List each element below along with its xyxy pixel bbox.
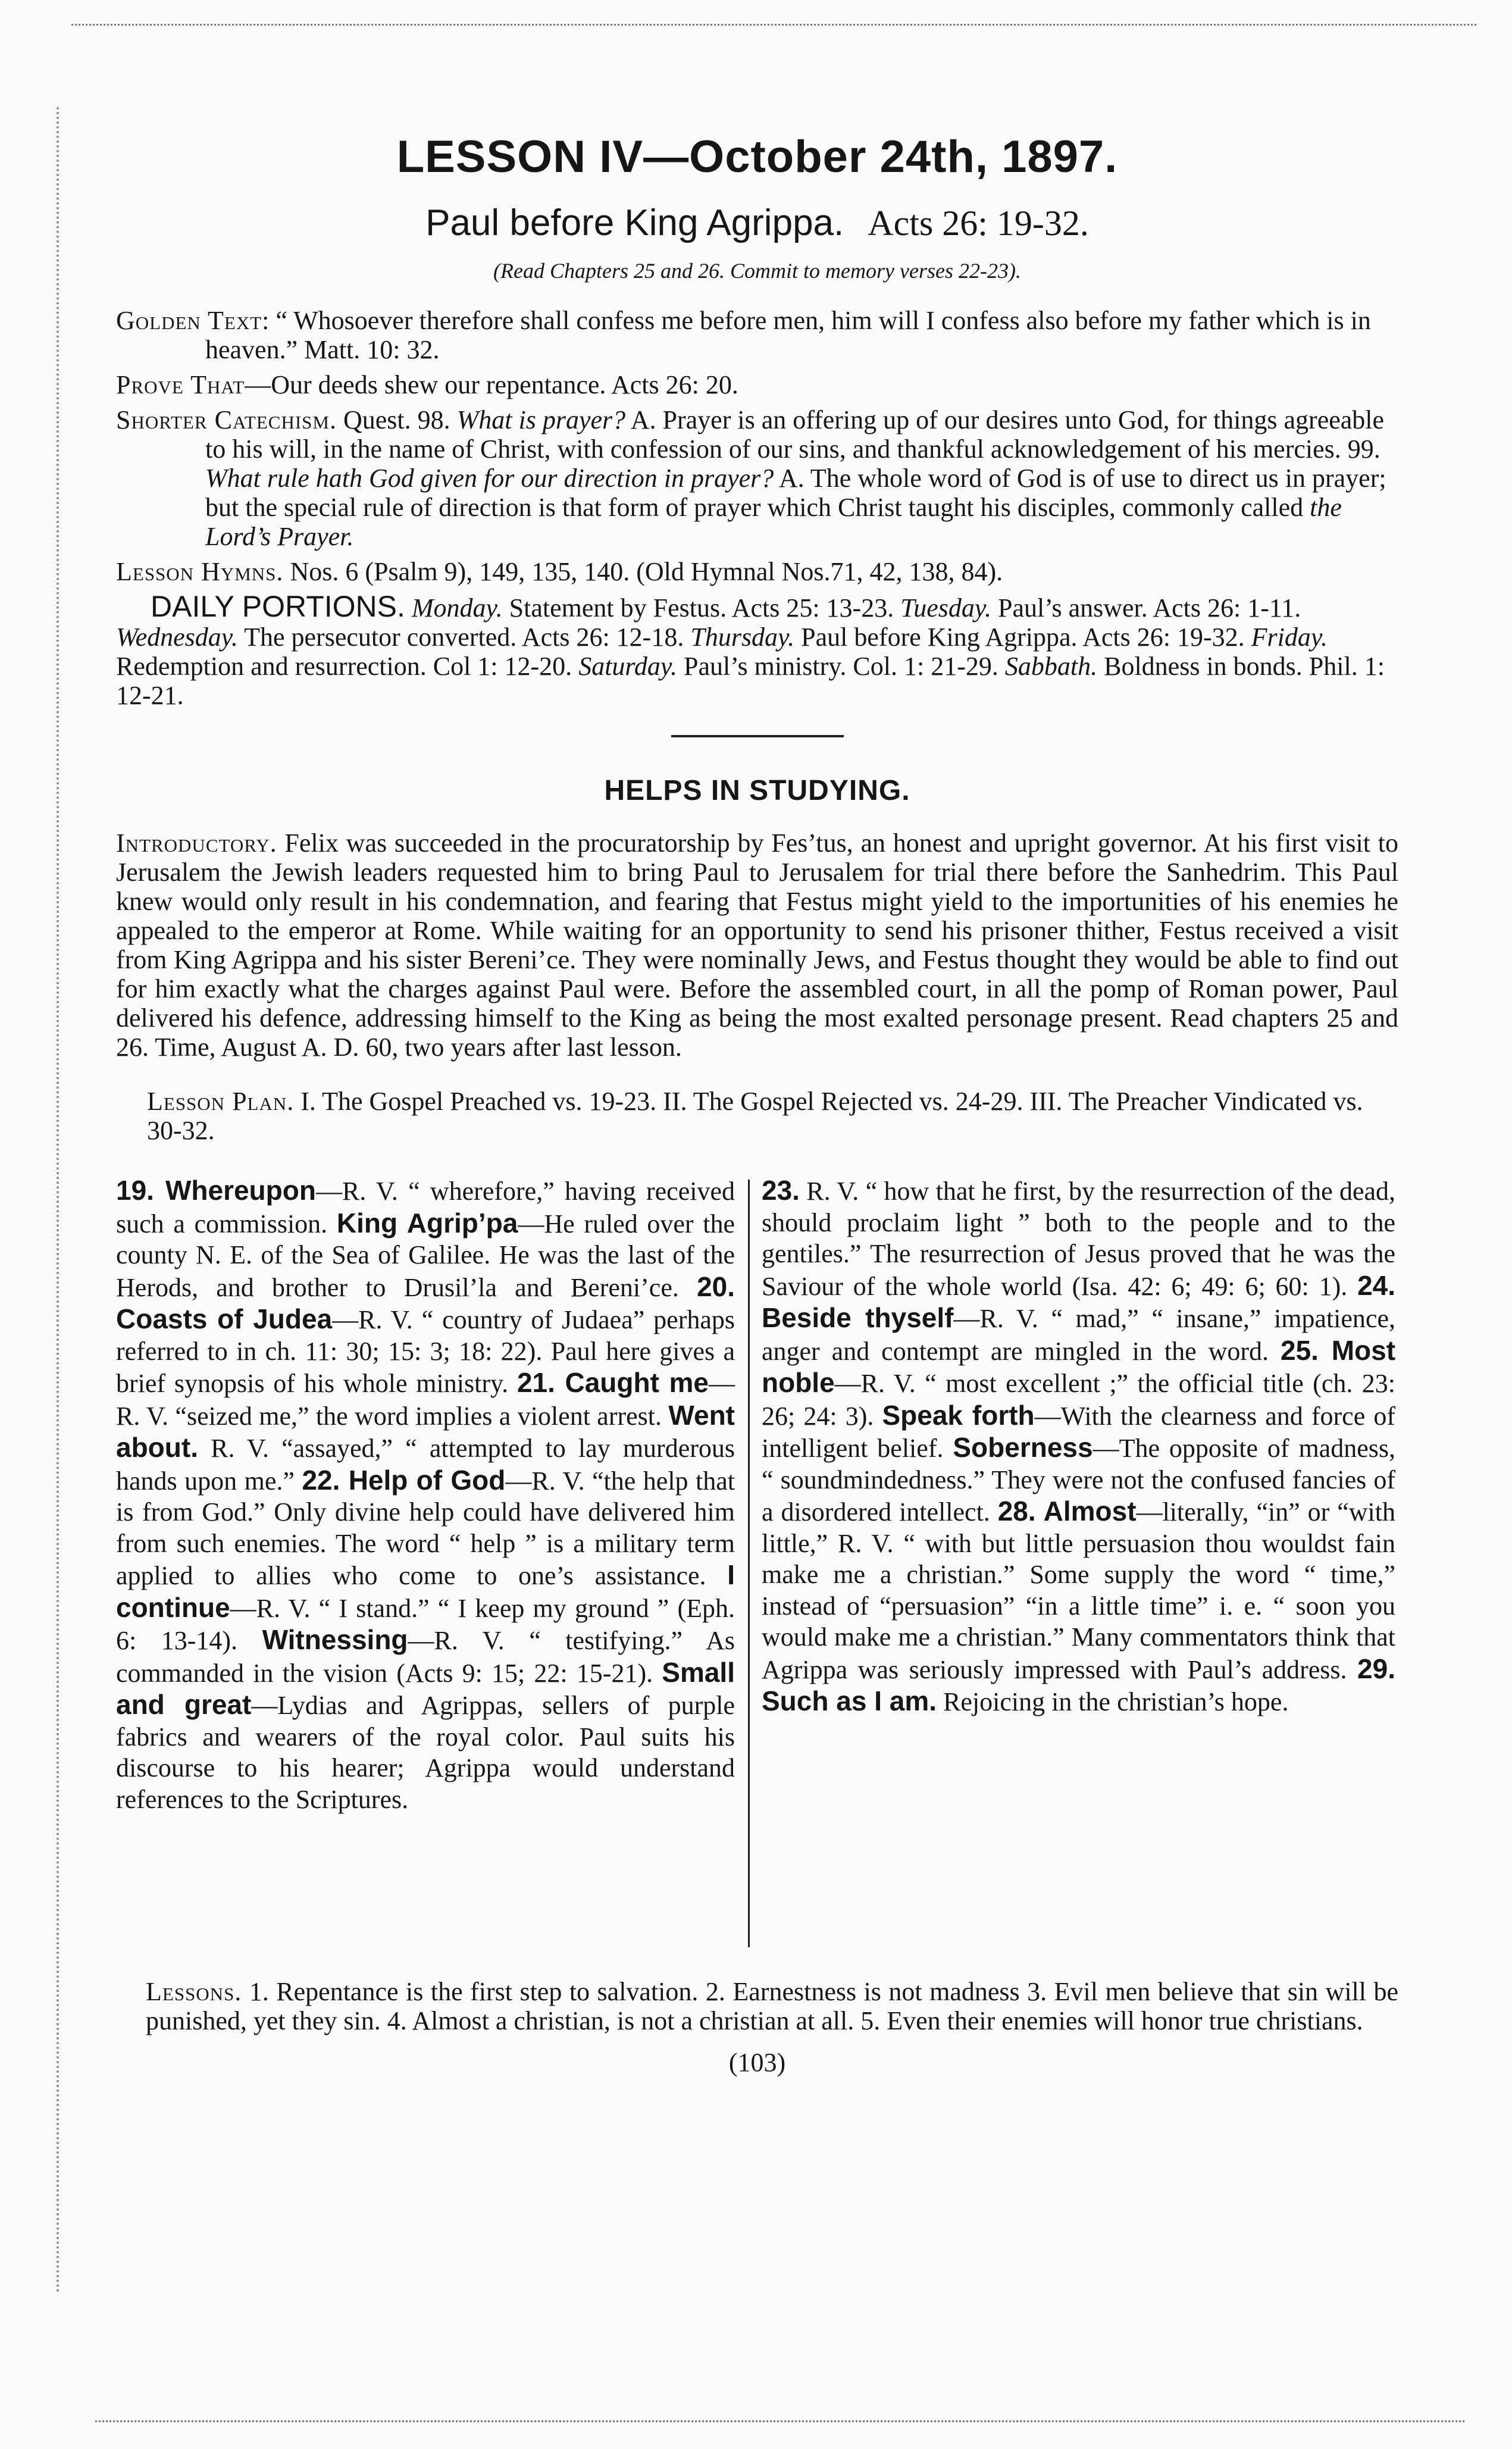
daily-text-7: Boldness in bonds. Phil. 1: 12-21. [116, 652, 1385, 710]
catechism-a98: A. Prayer is an offering up of our desires unto God, for things agreeable to his will, in the name of Christ, with confession of our sins, and thankful acknowledgement of his mercies. [205, 405, 1385, 464]
verse-notes [116, 1175, 1398, 1960]
notes-column-right [762, 1175, 1395, 1718]
note-23-heading: 23. [762, 1175, 800, 1206]
note-22-text-b: —R. V. “ I stand.” “ I keep my ground ” (Eph. 6: 13-14). [116, 1593, 735, 1655]
note-25-heading: 25. Most noble [762, 1334, 1396, 1398]
golden-text [116, 306, 1398, 364]
catechism-q98-number: Quest. 98. [343, 405, 450, 434]
note-25-text-b: —With the clearness and force of intelligent belief. [762, 1401, 1395, 1463]
notes-column-left [116, 1175, 735, 1815]
column-divider [748, 1180, 750, 1947]
section-rule [671, 735, 844, 737]
note-22-heading: 22. Help of God [302, 1464, 506, 1496]
prove-that-label: Prove That [116, 370, 245, 399]
daily-day-7: Sabbath. [1004, 652, 1098, 681]
note-20-text: —R. V. “ country of Judaea” perhaps referred to in ch. 11: 30; 15: 3; 18: 22). Paul here gives a brief synopsis of his whole ministry. [116, 1305, 735, 1398]
daily-text-6: Paul’s ministry. Col. 1: 21-29. [684, 652, 998, 681]
note-20-heading: 20. Coasts of Judea [116, 1271, 735, 1334]
note-21-heading: 21. Caught me [516, 1367, 709, 1398]
lessons-label: Lessons. [146, 1977, 242, 2006]
daily-day-2: Tuesday. [900, 593, 991, 623]
lesson-title: LESSON IV—October 24th, 1897. [396, 132, 1118, 182]
note-25-text-c: —The opposite of madness, “ soundmindedness.” They were not the confused fancies of a disordered intellect. [762, 1434, 1395, 1527]
note-25-speak-forth: Speak forth [882, 1399, 1035, 1431]
note-24-text: —R. V. “ mad,” “ insane,” impatience, anger and contempt are mingled in the word. [762, 1304, 1395, 1366]
helps-heading: HELPS IN STUDYING. [604, 775, 910, 806]
daily-text-3: The persecutor converted. Acts 26: 12-18. [244, 623, 684, 652]
daily-day-4: Thursday. [690, 623, 795, 652]
note-19-king-agrippa: King Agrip’pa [336, 1207, 518, 1238]
daily-text-2: Paul’s answer. Acts 26: 1-11. [998, 593, 1301, 623]
lesson-plan-text: I. The Gospel Preached vs. 19-23. II. The Gospel Rejected vs. 24-29. III. The Preacher Vindicated vs. 30-32. [147, 1087, 1363, 1145]
note-25-text-a: —R. V. “ most excellent ;” the official title (ch. 23: 26; 24: 3). [762, 1369, 1395, 1431]
read-note: (Read Chapters 25 and 26. Commit to memory verses 22-23). [493, 259, 1021, 283]
note-23-text: R. V. “ how that he first, by the resurrection of the dead, should proclaim light ” both to the people and to the gentiles.” The resurrection of Jesus proved that he was the Saviour of the whole world (Isa. 42: 6; 49: 6; 60: 1). [762, 1177, 1396, 1301]
daily-text-4: Paul before King Agrippa. Acts 26: 19-32. [801, 623, 1245, 652]
golden-text-body: : “ Whosoever therefore shall confess me before men, him will I confess also before my father which is in heaven.” Matt. 10: 32. [205, 306, 1371, 364]
subtitle-text: Paul before King Agrippa. [425, 202, 844, 243]
hymns-label: Lesson Hymns. [116, 557, 284, 586]
note-22-text-c: —R. V. “ testifying.” As commanded in the vision (Acts 9: 15; 22: 15-21). [116, 1626, 735, 1688]
note-21-text-b: R. V. “assayed,” “ attempted to lay murderous hands upon me.” [116, 1434, 735, 1496]
introductory-label: Introductory. [116, 828, 277, 858]
prove-that-body: —Our deeds shew our repentance. Acts 26: 20. [245, 370, 738, 399]
prove-that [116, 370, 1398, 399]
catechism-q99: What rule hath God given for our direction in prayer? [205, 464, 774, 493]
note-25-soberness: Soberness [953, 1432, 1093, 1463]
note-24-heading: 24. Beside thyself [762, 1269, 1396, 1333]
lesson-hymns [116, 557, 1398, 586]
note-22-text-d: —Lydias and Agrippas, sellers of purple fabrics and wearers of the royal color. Paul suits his discourse to his hearer; Agrippa would understand references to the Scriptures. [116, 1691, 735, 1814]
lesson-plan [116, 1087, 1398, 1145]
catechism-lords-prayer: the Lord’s Prayer. [205, 493, 1342, 551]
note-28-heading: 28. Almost [997, 1496, 1137, 1527]
note-28-text: —literally, “in” or “with little,” R. V. “ with but little persuasion thou wouldst fain make me a christian.” Some supply the word “ time,” instead of “persuasion” “in a little time” i. e. “ soon you would make me a christian.” Many commentators think that Agrippa was seriously impressed with Paul’s address. [762, 1497, 1395, 1684]
introductory-paragraph [116, 828, 1398, 1062]
top-edge-mark [71, 24, 1476, 26]
lesson-plan-label: Lesson Plan. [147, 1087, 295, 1116]
hymns-text: Nos. 6 (Psalm 9), 149, 135, 140. (Old Hymnal Nos.71, 42, 138, 84). [290, 557, 1003, 586]
note-19-heading: 19. Whereupon [116, 1175, 316, 1206]
note-21-went-about: Went about. [116, 1399, 735, 1463]
daily-portions-label: DAILY PORTIONS. [151, 590, 405, 623]
note-22-i-continue: I continue [116, 1559, 735, 1623]
lessons-text: 1. Repentance is the first step to salvation. 2. Earnestness is not madness 3. Evil men believe that sin will be punished, yet they sin. 4. Almost a christian, is not a christian at all. 5. Even their enemies will honor true christians. [146, 1977, 1399, 2035]
daily-text-1: Statement by Festus. Acts 25: 13-23. [509, 593, 894, 623]
daily-day-5: Friday. [1251, 623, 1328, 652]
binding-edge-mark [57, 107, 59, 2294]
bottom-edge-mark [95, 2420, 1464, 2422]
daily-portions [116, 592, 1398, 710]
note-29-heading: 29. Such as I am. [762, 1653, 1395, 1716]
catechism-q98: What is prayer? [456, 405, 626, 434]
note-22-small-and-great: Small and great [116, 1656, 735, 1720]
note-29-text: Rejoicing in the christian’s hope. [943, 1687, 1289, 1716]
catechism-q99-number: 99. [1347, 434, 1380, 464]
note-19-text-b: —He ruled over the county N. E. of the Sea of Galilee. He was the last of the Herods, and brother to Drusil’la and Bereni’ce. [116, 1209, 735, 1302]
golden-text-label: Golden Text [116, 306, 262, 335]
daily-day-3: Wednesday. [116, 623, 238, 652]
lesson-subtitle [116, 202, 1398, 244]
daily-text-5: Redemption and resurrection. Col 1: 12-20. [116, 652, 572, 681]
daily-day-6: Saturday. [578, 652, 678, 681]
lessons-summary [116, 1977, 1398, 2035]
shorter-catechism [116, 405, 1398, 551]
daily-day-1: Monday. [411, 593, 503, 623]
catechism-a99: A. The whole word of God is of use to direct us in prayer; but the special rule of direction is that form of prayer which Christ taught his disciples, commonly called [205, 464, 1386, 522]
introductory-text: Felix was succeeded in the procuratorship by Fes’tus, an honest and upright governor. At his first visit to Jerusalem the Jewish leaders requested him to bring Paul to Jerusalem for trial there before the Sanhedrim. This Paul knew would only result in his condemnation, and fearing that Festus might yield to the importunities of his enemies he appealed to the emperor at Rome. While waiting for an opportunity to send his prisoner thither, Festus received a visit from King Agrippa and his sister Bereni’ce. They were nominally Jews, and Festus thought they would be able to find out for him exactly what the charges against Paul were. Before the assembled court, in all the pomp of Roman power, Paul delivered his defence, addressing himself to the King as being the most exalted personage present. Read chapters 25 and 26. Time, August A. D. 60, two years after last lesson. [116, 828, 1398, 1062]
scripture-reference: Acts 26: 19-32. [868, 204, 1089, 243]
note-22-text-a: —R. V. “the help that is from God.” Only divine help could have delivered him from such enemies. The word “ help ” is a military term applied to allies who come to one’s assistance. [116, 1466, 735, 1590]
page-number: (103) [728, 2048, 786, 2077]
lesson-content [116, 131, 1398, 2078]
note-19-text-a: —R. V. “ wherefore,” having received such a commission. [116, 1177, 735, 1238]
note-22-witnessing: Witnessing [262, 1624, 408, 1655]
note-21-text-a: —R. V. “seized me,” the word implies a violent arrest. [116, 1369, 735, 1431]
catechism-label: Shorter Catechism. [116, 405, 337, 434]
